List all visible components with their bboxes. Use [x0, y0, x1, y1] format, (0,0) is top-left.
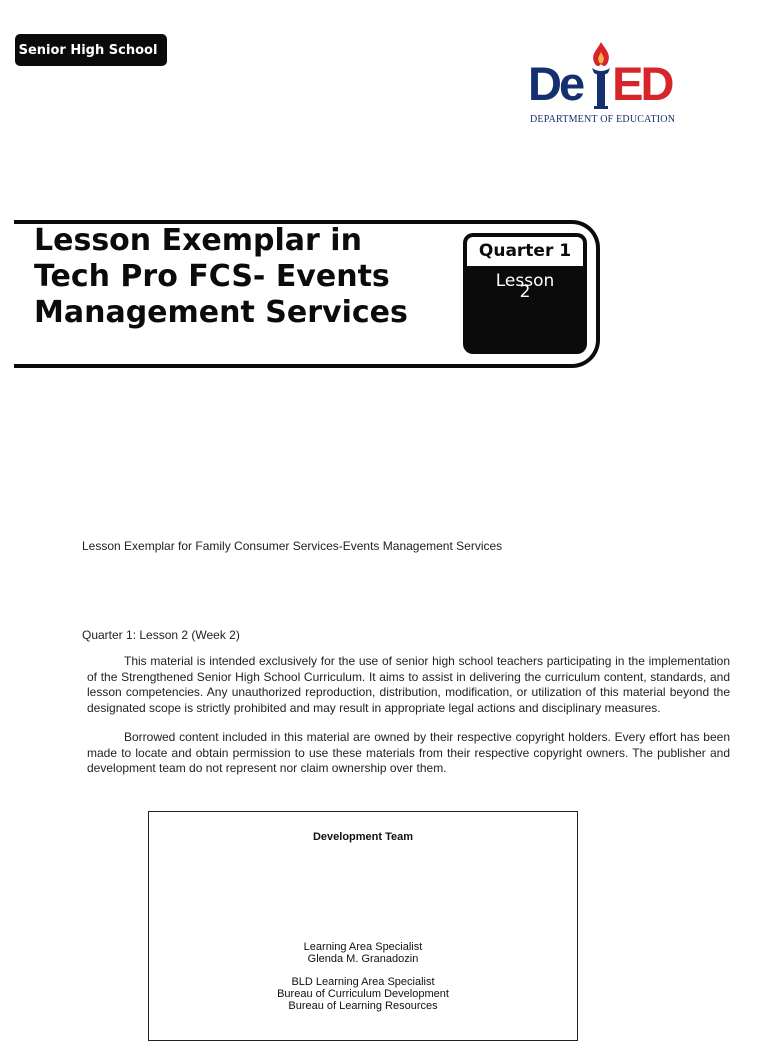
quarter-label: Quarter 1: [467, 237, 583, 266]
team-entry: [149, 941, 577, 965]
copyright-paragraph: Borrowed content included in this material are owned by their respective copyright holders. Every effort has been made to locate and obtain permission to use these materials from their respective copyright owners. The publisher and development team do not represent nor claim ownership over them.: [87, 730, 730, 775]
document-subtitle: Lesson Exemplar for Family Consumer Services-Events Management Services: [82, 539, 503, 553]
quarter-lesson-line: Quarter 1: Lesson 2 (Week 2): [82, 628, 240, 642]
lesson-label: Lesson 2: [495, 271, 555, 302]
team-entry-name: Glenda M. Granadozin: [307, 953, 419, 965]
document-title: Lesson Exemplar in Tech Pro FCS- Events Management Services: [34, 223, 408, 330]
team-entry-role: BLD Learning Area Specialist: [291, 976, 435, 988]
logo-word-part1: De: [528, 57, 583, 110]
development-team-title: Development Team: [312, 831, 414, 843]
team-entry-role: Learning Area Specialist: [303, 941, 423, 953]
development-team-box: [148, 811, 578, 1041]
development-team-list: [149, 941, 577, 1023]
team-entry-affiliation: Bureau of Learning Resources: [288, 1000, 438, 1012]
logo-caption: DEPARTMENT OF EDUCATION: [530, 114, 676, 125]
torch-icon: [586, 40, 616, 110]
badge-label: Senior High School: [18, 42, 158, 58]
logo-word-part2: ED: [612, 57, 672, 110]
team-entry: [149, 976, 577, 1012]
usage-notice-paragraph: This material is intended exclusively for the use of senior high school teachers participating in the implementation of the Strengthened Senior High School Curriculum. It aims to assist in delivering the curriculum content, standards, and lesson competencies. Any unauthorized reproduction, distribution, modification, or utilization of this material beyond the designated scope is strictly prohibited and may result in appropriate legal actions and disciplinary measures.: [87, 654, 730, 715]
quarter-lesson-box: [463, 233, 587, 354]
deped-logo: [528, 40, 700, 130]
team-entry-affiliation: Bureau of Curriculum Development: [277, 988, 449, 1000]
senior-high-school-badge: [15, 34, 167, 66]
